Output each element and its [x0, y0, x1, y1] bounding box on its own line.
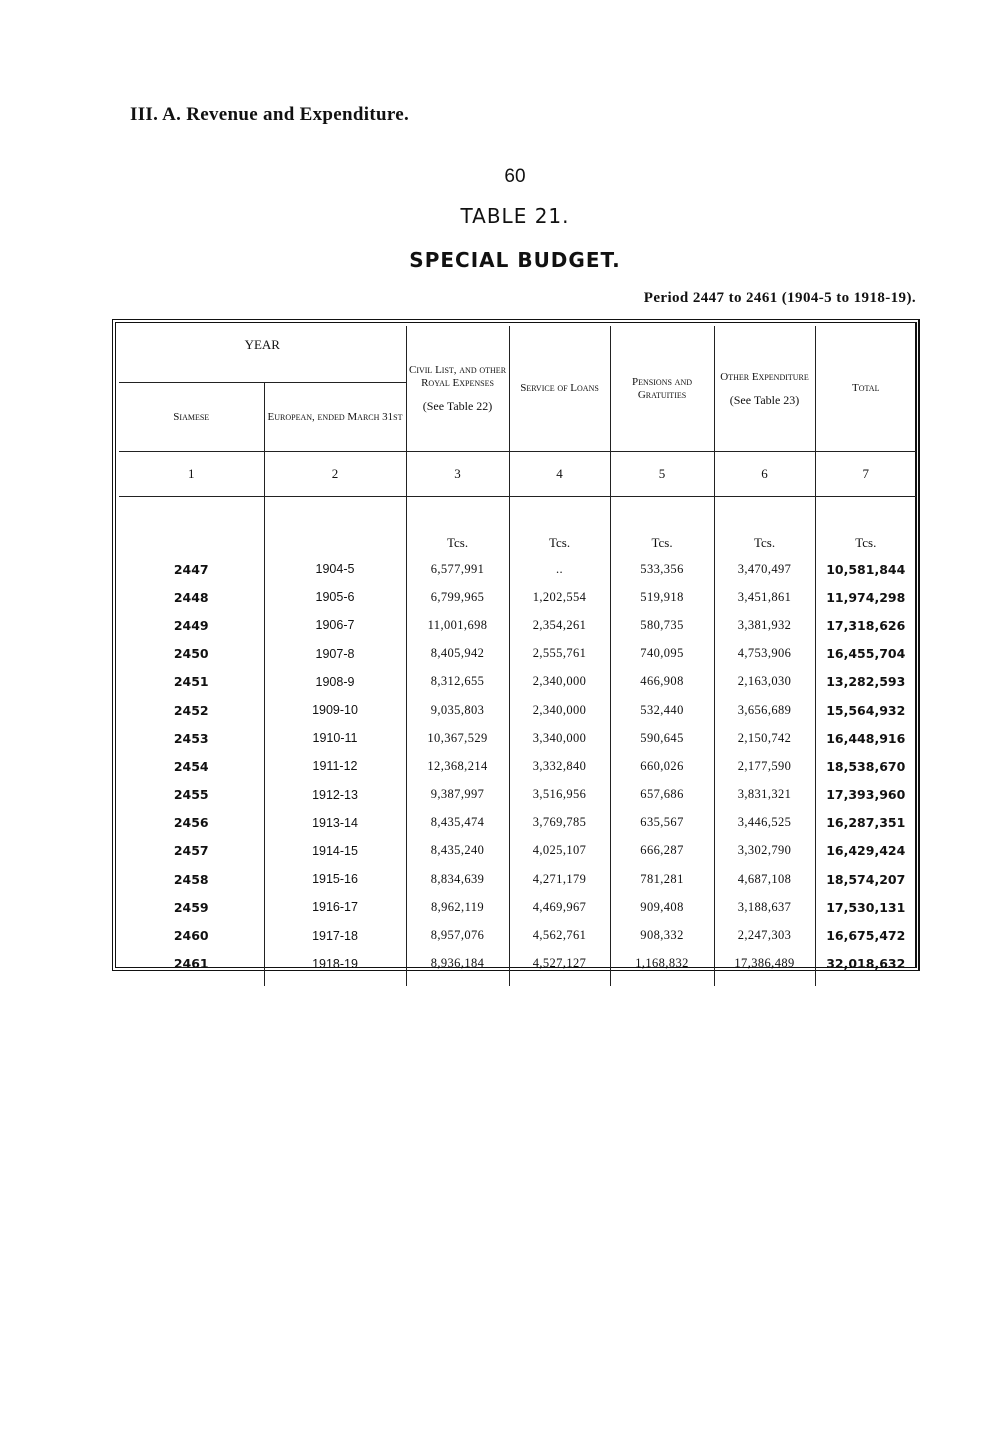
- service-of-loans-cell: 1,202,554: [509, 583, 610, 611]
- pensions-cell: 781,281: [610, 865, 714, 893]
- civil-list-cell: 8,957,076: [406, 921, 509, 949]
- civil-list-cell: 8,435,240: [406, 837, 509, 865]
- total-cell: 32,018,632: [815, 950, 916, 978]
- total-cell: 16,429,424: [815, 837, 916, 865]
- european-year-cell: 1913-14: [264, 809, 406, 837]
- other-expenditure-cell: 3,302,790: [714, 837, 815, 865]
- pensions-cell: 519,918: [610, 583, 714, 611]
- other-expenditure-cell: 3,446,525: [714, 809, 815, 837]
- european-year-cell: 1904-5: [264, 555, 406, 583]
- siamese-year-cell: 2450: [173, 646, 209, 662]
- padding-cell: [119, 978, 264, 986]
- header-siamese: Siamese: [119, 383, 264, 452]
- table-row: [119, 724, 916, 752]
- padding-cell: [264, 978, 406, 986]
- total-cell: 17,393,960: [815, 781, 916, 809]
- table-row: [119, 837, 916, 865]
- other-expenditure-cell: 17,386,489: [714, 950, 815, 978]
- pensions-cell: 590,645: [610, 724, 714, 752]
- table-title: TABLE 21.: [460, 204, 570, 228]
- other-expenditure-cell: 3,451,861: [714, 583, 815, 611]
- other-expenditure-cell: 4,753,906: [714, 640, 815, 668]
- total-cell: 18,574,207: [815, 865, 916, 893]
- pensions-cell: 660,026: [610, 752, 714, 780]
- total-cell: 16,455,704: [815, 640, 916, 668]
- special-budget-table: [119, 326, 916, 986]
- european-year-cell: 1915-16: [264, 865, 406, 893]
- siamese-year-cell: 2447: [173, 561, 209, 577]
- service-of-loans-cell: ..: [509, 555, 610, 583]
- service-of-loans-cell: 4,271,179: [509, 865, 610, 893]
- column-number: 5: [610, 452, 714, 497]
- civil-list-cell: 9,387,997: [406, 781, 509, 809]
- siamese-year-cell: 2461: [173, 956, 209, 972]
- service-of-loans-cell: 3,516,956: [509, 781, 610, 809]
- padding-cell: [815, 978, 916, 986]
- service-of-loans-cell: 2,340,000: [509, 696, 610, 724]
- period-caption: Period 2447 to 2461 (1904-5 to 1918-19).: [643, 290, 916, 306]
- pensions-cell: 666,287: [610, 837, 714, 865]
- units-label: Tcs.: [714, 497, 815, 556]
- table-row: [119, 611, 916, 639]
- units-empty: [119, 497, 264, 556]
- other-expenditure-cell: 2,163,030: [714, 668, 815, 696]
- section-title: III. A. Revenue and Expenditure.: [130, 104, 409, 125]
- header-total: Total: [815, 326, 916, 452]
- pensions-cell: 635,567: [610, 809, 714, 837]
- other-expenditure-cell: 3,381,932: [714, 611, 815, 639]
- total-cell: 11,974,298: [815, 583, 916, 611]
- siamese-year-cell: 2456: [173, 815, 209, 831]
- civil-list-cell: 8,962,119: [406, 893, 509, 921]
- service-of-loans-cell: 4,562,761: [509, 921, 610, 949]
- units-label: Tcs.: [610, 497, 714, 556]
- civil-list-cell: 10,367,529: [406, 724, 509, 752]
- header-civil-list-label: Civil List, and other Royal Expenses: [408, 364, 507, 389]
- table-row: [119, 809, 916, 837]
- european-year-cell: 1910-11: [264, 724, 406, 752]
- pensions-cell: 533,356: [610, 555, 714, 583]
- pensions-cell: 740,095: [610, 640, 714, 668]
- total-cell: 17,318,626: [815, 611, 916, 639]
- total-cell: 16,675,472: [815, 921, 916, 949]
- header-civil-list-note: (See Table 22): [422, 399, 493, 413]
- table-row: [119, 752, 916, 780]
- column-number: 2: [264, 452, 406, 497]
- service-of-loans-cell: 3,769,785: [509, 809, 610, 837]
- siamese-year-cell: 2454: [173, 758, 209, 774]
- service-of-loans-cell: 4,025,107: [509, 837, 610, 865]
- service-of-loans-cell: 3,332,840: [509, 752, 610, 780]
- table-row: [119, 950, 916, 978]
- service-of-loans-cell: 3,340,000: [509, 724, 610, 752]
- other-expenditure-cell: 3,188,637: [714, 893, 815, 921]
- siamese-year-cell: 2449: [173, 617, 209, 633]
- padding-cell: [509, 978, 610, 986]
- siamese-year-cell: 2451: [173, 674, 209, 690]
- european-year-cell: 1912-13: [264, 781, 406, 809]
- other-expenditure-cell: 4,687,108: [714, 865, 815, 893]
- service-of-loans-cell: 2,555,761: [509, 640, 610, 668]
- pensions-cell: 1,168,832: [610, 950, 714, 978]
- european-year-cell: 1906-7: [264, 611, 406, 639]
- pensions-cell: 908,332: [610, 921, 714, 949]
- header-other-expenditure: [714, 326, 815, 452]
- european-year-cell: 1911-12: [264, 752, 406, 780]
- units-label: Tcs.: [509, 497, 610, 556]
- civil-list-cell: 9,035,803: [406, 696, 509, 724]
- table-row: [119, 893, 916, 921]
- column-number: 7: [815, 452, 916, 497]
- units-label: Tcs.: [406, 497, 509, 556]
- budget-table-frame: [112, 319, 920, 971]
- total-cell: 17,530,131: [815, 893, 916, 921]
- units-label: Tcs.: [815, 497, 916, 556]
- header-civil-list: [406, 326, 509, 452]
- siamese-year-cell: 2453: [173, 730, 209, 746]
- page-number: 60: [504, 166, 526, 187]
- civil-list-cell: 6,799,965: [406, 583, 509, 611]
- other-expenditure-cell: 3,831,321: [714, 781, 815, 809]
- header-service-of-loans: Service of Loans: [509, 326, 610, 452]
- european-year-cell: 1918-19: [264, 950, 406, 978]
- total-cell: 18,538,670: [815, 752, 916, 780]
- european-year-cell: 1917-18: [264, 921, 406, 949]
- siamese-year-cell: 2459: [173, 899, 209, 915]
- civil-list-cell: 8,405,942: [406, 640, 509, 668]
- civil-list-cell: 12,368,214: [406, 752, 509, 780]
- table-body: [119, 555, 916, 986]
- header-year: YEAR: [119, 326, 406, 383]
- header-other-expenditure-note: (See Table 23): [729, 392, 800, 407]
- other-expenditure-cell: 3,656,689: [714, 696, 815, 724]
- table-row: [119, 668, 916, 696]
- european-year-cell: 1909-10: [264, 696, 406, 724]
- civil-list-cell: 11,001,698: [406, 611, 509, 639]
- other-expenditure-cell: 2,247,303: [714, 921, 815, 949]
- table-bottom-padding: [119, 978, 916, 986]
- european-year-cell: 1916-17: [264, 893, 406, 921]
- civil-list-cell: 8,936,184: [406, 950, 509, 978]
- column-number: 1: [119, 452, 264, 497]
- pensions-cell: 909,408: [610, 893, 714, 921]
- service-of-loans-cell: 4,527,127: [509, 950, 610, 978]
- total-cell: 13,282,593: [815, 668, 916, 696]
- table-row: [119, 921, 916, 949]
- european-year-cell: 1907-8: [264, 640, 406, 668]
- siamese-year-cell: 2457: [173, 843, 209, 859]
- civil-list-cell: 8,834,639: [406, 865, 509, 893]
- header-other-expenditure-label: Other Expenditure: [720, 370, 809, 383]
- european-year-cell: 1905-6: [264, 583, 406, 611]
- siamese-year-cell: 2455: [173, 787, 209, 803]
- table-row: [119, 865, 916, 893]
- column-number: 6: [714, 452, 815, 497]
- header-european: European, ended March 31st: [264, 383, 406, 452]
- table-row: [119, 583, 916, 611]
- civil-list-cell: 8,312,655: [406, 668, 509, 696]
- pensions-cell: 657,686: [610, 781, 714, 809]
- header-pensions: Pensions and Gratuities: [610, 326, 714, 452]
- european-year-cell: 1908-9: [264, 668, 406, 696]
- siamese-year-cell: 2460: [173, 928, 209, 944]
- total-cell: 15,564,932: [815, 696, 916, 724]
- european-year-cell: 1914-15: [264, 837, 406, 865]
- civil-list-cell: 8,435,474: [406, 809, 509, 837]
- service-of-loans-cell: 2,354,261: [509, 611, 610, 639]
- column-number: 3: [406, 452, 509, 497]
- total-cell: 10,581,844: [815, 555, 916, 583]
- table-row: [119, 640, 916, 668]
- pensions-cell: 532,440: [610, 696, 714, 724]
- padding-cell: [714, 978, 815, 986]
- total-cell: 16,448,916: [815, 724, 916, 752]
- siamese-year-cell: 2452: [173, 702, 209, 718]
- other-expenditure-cell: 2,150,742: [714, 724, 815, 752]
- padding-cell: [406, 978, 509, 986]
- siamese-year-cell: 2448: [173, 589, 209, 605]
- total-cell: 16,287,351: [815, 809, 916, 837]
- padding-cell: [610, 978, 714, 986]
- table-row: [119, 555, 916, 583]
- service-of-loans-cell: 2,340,000: [509, 668, 610, 696]
- table-row: [119, 696, 916, 724]
- table-subtitle: SPECIAL BUDGET.: [409, 248, 621, 272]
- table-row: [119, 781, 916, 809]
- pensions-cell: 466,908: [610, 668, 714, 696]
- service-of-loans-cell: 4,469,967: [509, 893, 610, 921]
- civil-list-cell: 6,577,991: [406, 555, 509, 583]
- other-expenditure-cell: 2,177,590: [714, 752, 815, 780]
- pensions-cell: 580,735: [610, 611, 714, 639]
- other-expenditure-cell: 3,470,497: [714, 555, 815, 583]
- units-empty: [264, 497, 406, 556]
- siamese-year-cell: 2458: [173, 871, 209, 887]
- column-number: 4: [509, 452, 610, 497]
